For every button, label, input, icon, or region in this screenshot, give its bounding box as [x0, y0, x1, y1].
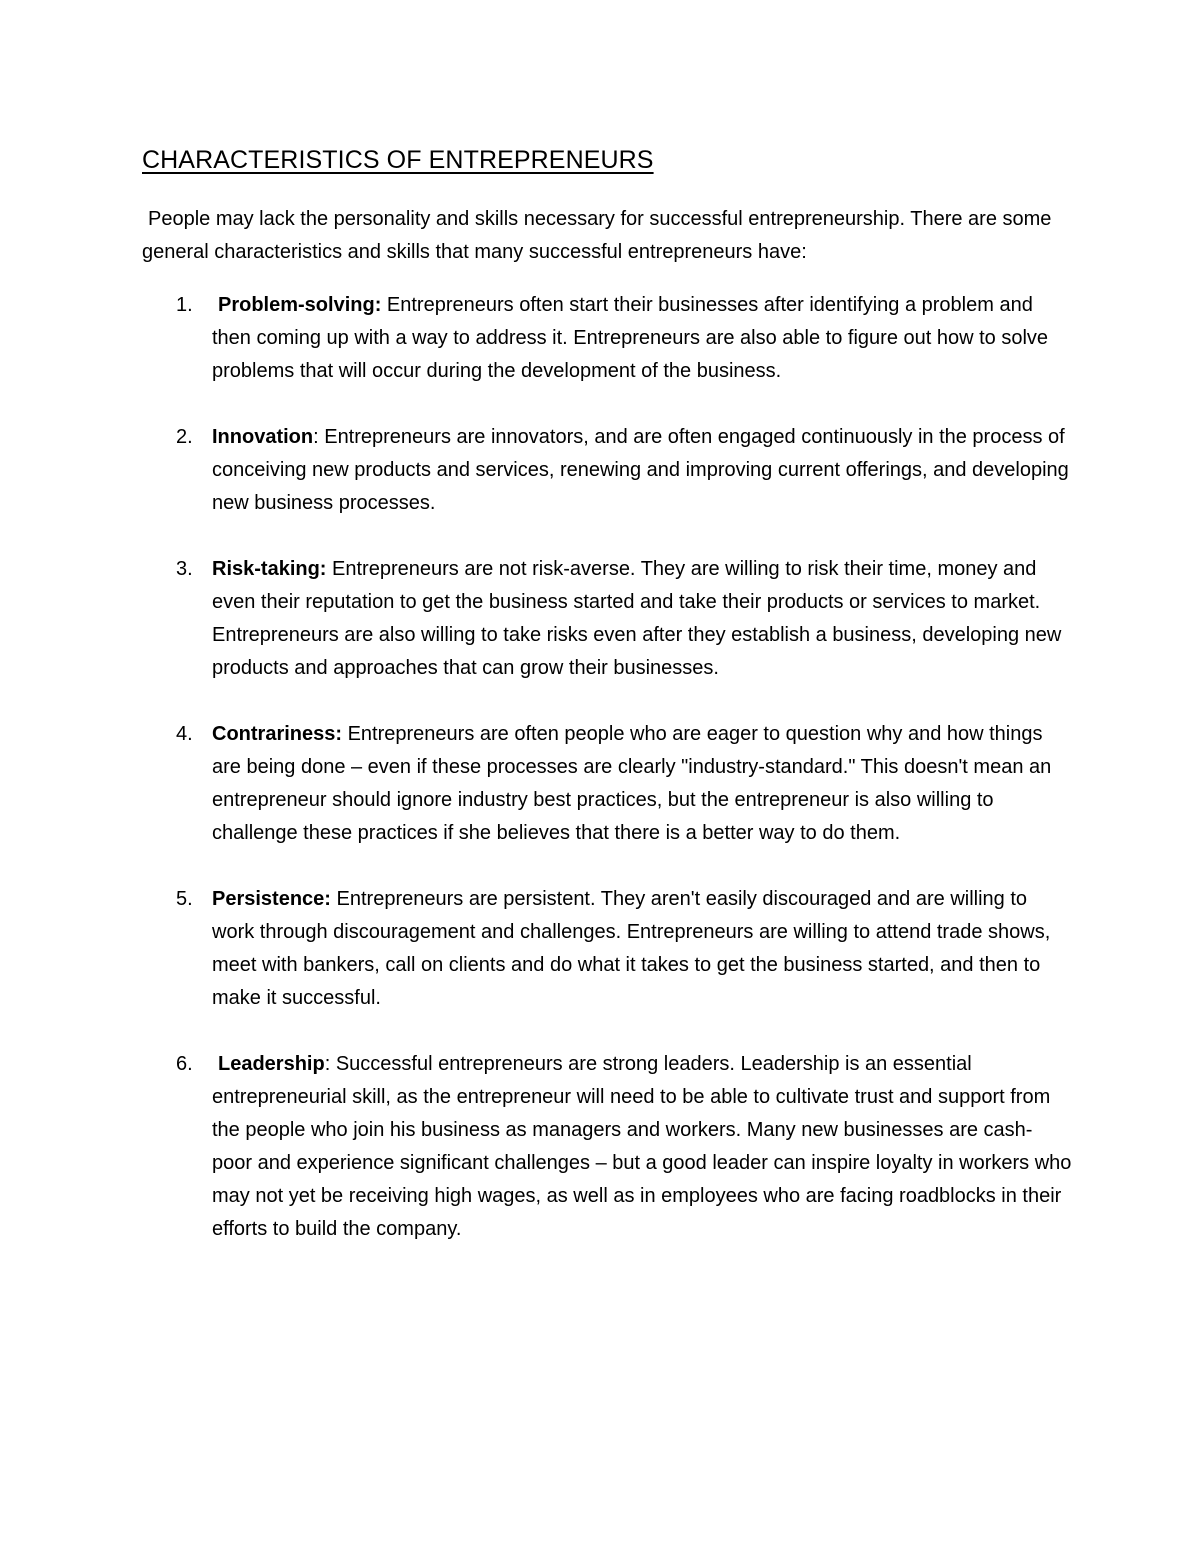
- list-item-number: 3.: [176, 558, 193, 580]
- list-item: [142, 718, 1072, 850]
- list-item-text: : Successful entrepreneurs are strong leaders. Leadership is an essential entrepreneurial skill, as the entrepreneur will need to be able to cultivate trust and support from the people who join his business as managers and workers. Many new businesses are cash-poor and experience significant challenges – but a good leader can inspire loyalty in workers who may not yet be receiving high wages, as well as in employees who are facing roadblocks in their efforts to build the company.: [212, 1053, 1072, 1240]
- list-item-text: Entrepreneurs often start their businesses after identifying a problem and then coming up with a way to address it. Entrepreneurs are also able to figure out how to solve problems that will occur during the development of the business.: [212, 294, 1049, 382]
- list-item-number: 1.: [176, 294, 193, 316]
- list-item-number: 4.: [176, 723, 193, 745]
- list-item-number: 2.: [176, 426, 193, 448]
- characteristics-list: [142, 289, 1072, 1279]
- list-item: [142, 289, 1072, 388]
- intro-text: People may lack the personality and skills necessary for successful entrepreneurship. There are some general characteristics and skills that many successful entrepreneurs have:: [142, 208, 1052, 263]
- list-item: [142, 553, 1072, 685]
- document-title: CHARACTERISTICS OF ENTREPRENEURS: [142, 146, 654, 174]
- list-item-number: 6.: [176, 1053, 193, 1075]
- intro-paragraph: [142, 203, 1072, 269]
- list-item-text: Entrepreneurs are persistent. They aren't easily discouraged and are willing to work through discouragement and challenges. Entrepreneurs are willing to attend trade shows, meet with bankers, call on clients and do what it takes to get the business started, and then to make it successful.: [212, 888, 1051, 1009]
- list-item-term: Risk-taking:: [212, 558, 327, 580]
- list-item: [142, 421, 1072, 520]
- list-item-text: Entrepreneurs are often people who are eager to question why and how things are being done – even if these processes are clearly "industry-standard." This doesn't mean an entrepreneur should ignore industry best practices, but the entrepreneur is also willing to challenge these practices if she believes that there is a better way to do them.: [212, 723, 1052, 844]
- list-item-text: : Entrepreneurs are innovators, and are often engaged continuously in the process of conceiving new products and services, renewing and improving current offerings, and developing new business processes.: [212, 426, 1069, 514]
- list-item: [142, 883, 1072, 1015]
- list-item-term: Persistence:: [212, 888, 331, 910]
- list-item-term: Innovation: [212, 426, 314, 448]
- list-item: [142, 1048, 1072, 1246]
- list-item-text: Entrepreneurs are not risk-averse. They are willing to risk their time, money and even their reputation to get the business started and take their products or services to market. Entrepreneurs are also willing to take risks even after they establish a business, developing new products and approaches that can grow their businesses.: [212, 558, 1062, 679]
- list-item-term: Leadership: [218, 1053, 325, 1075]
- list-item-number: 5.: [176, 888, 193, 910]
- list-item-term: Problem-solving:: [218, 294, 382, 316]
- list-item-term: Contrariness:: [212, 723, 343, 745]
